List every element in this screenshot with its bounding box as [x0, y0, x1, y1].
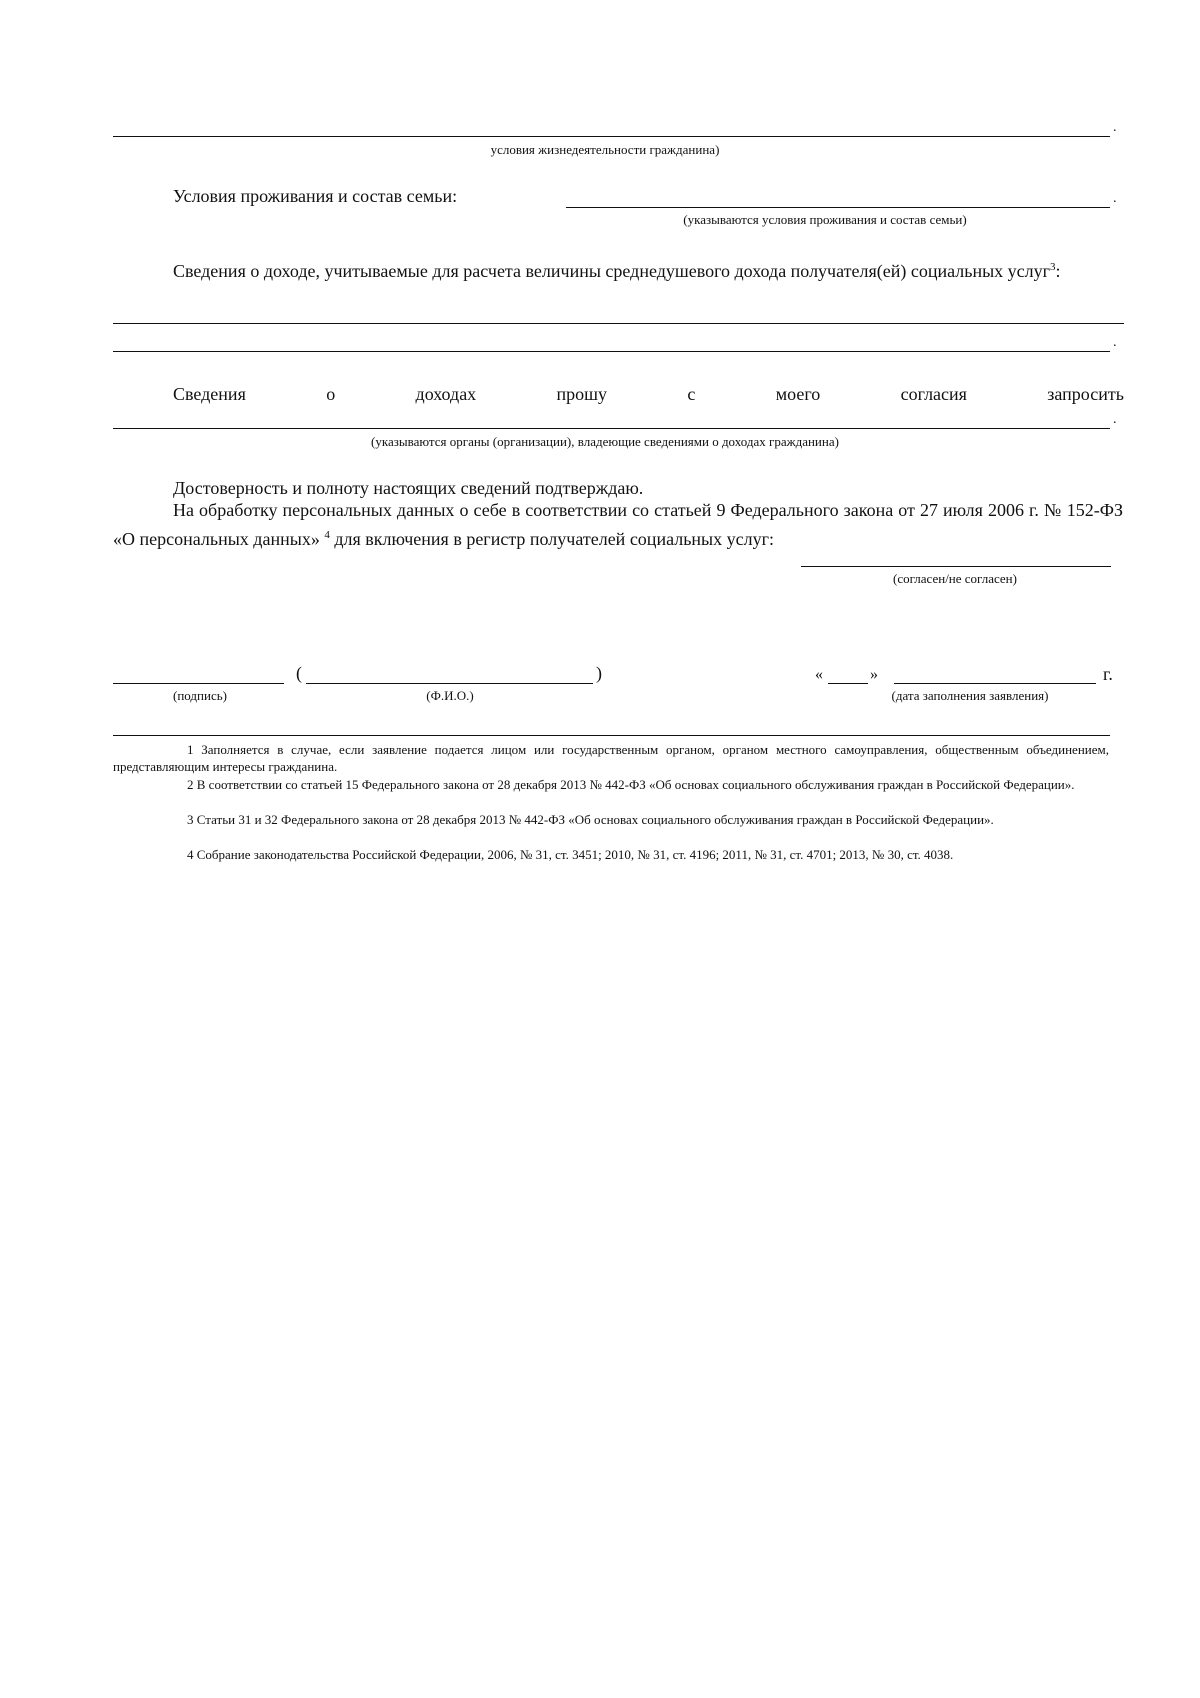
living-caption: (указываются условия проживания и состав семьи) — [683, 212, 967, 227]
income-field-line-1[interactable] — [113, 323, 1124, 324]
request-field-line[interactable] — [113, 428, 1110, 429]
living-field-line[interactable] — [566, 207, 1110, 208]
footnote-3: 3 Статьи 31 и 32 Федерального закона от 28 декабря 2013 № 442-ФЗ «Об основах социального обслуживания граждан в Российской Федерации». — [187, 812, 994, 827]
signature-field-line[interactable] — [113, 683, 284, 684]
income-text: Сведения о доходе, учитываемые для расчета величины среднедушевого дохода получателя(ей) социальных услуг — [173, 261, 1051, 281]
living-conditions-line[interactable] — [113, 136, 1110, 137]
consent-field-line[interactable] — [801, 566, 1111, 567]
fio-open-paren: ( — [296, 663, 302, 683]
consent-paragraph — [113, 498, 1123, 552]
request-caption: (указываются органы (организации), владеющие сведениями о доходах гражданина) — [371, 434, 839, 449]
date-month-line[interactable] — [894, 683, 1096, 684]
line-end-period: . — [1113, 335, 1117, 350]
footnote-4: 4 Собрание законодательства Российской Федерации, 2006, № 31, ст. 3451; 2010, № 31, ст. 4196; 2011, № 31, ст. 4701; 2013, № 30, ст. 4038. — [187, 847, 954, 862]
fio-field-line[interactable] — [306, 683, 593, 684]
line-end-period: . — [1113, 120, 1117, 135]
request-line — [173, 384, 1124, 405]
signature-caption: (подпись) — [173, 688, 227, 703]
income-paragraph — [113, 255, 1123, 283]
confirm-text: Достоверность и полноту настоящих сведений подтверждаю. — [173, 478, 644, 498]
request-word: согласия — [900, 384, 967, 404]
footnote-ref-3: 3 — [1050, 261, 1056, 273]
consent-text-2: для включения в регистр получателей социальных услуг: — [329, 529, 774, 549]
footnote-separator — [113, 735, 1110, 736]
date-caption: (дата заполнения заявления) — [891, 688, 1049, 703]
request-word: о — [326, 384, 336, 404]
footnote-ref-4: 4 — [324, 529, 330, 541]
request-word: прошу — [556, 384, 608, 404]
fio-caption: (Ф.И.О.) — [426, 688, 474, 703]
living-label: Условия проживания и состав семьи: — [173, 186, 458, 206]
request-word: запросить — [1047, 384, 1124, 404]
fio-close-paren: ) — [596, 663, 602, 683]
request-word: доходах — [415, 384, 477, 404]
consent-text-1: На обработку персональных данных о себе в соответствии со статьей 9 Федерального закона от 27 июля 2006 г. № 152-ФЗ «О персональных данных» — [113, 500, 1123, 549]
footnote-2: 2 В соответствии со статьей 15 Федерального закона от 28 декабря 2013 № 442-ФЗ «Об основах социального обслуживания граждан в Российской Федерации». — [187, 777, 1075, 792]
consent-caption: (согласен/не согласен) — [893, 571, 1017, 586]
line-end-period: . — [1113, 412, 1117, 427]
income-field-line-2[interactable] — [113, 351, 1110, 352]
request-word: моего — [775, 384, 821, 404]
date-quote-close: » — [870, 666, 878, 683]
request-word: Сведения — [173, 384, 246, 404]
income-colon: : — [1055, 261, 1061, 281]
footnote-1: 1 Заполняется в случае, если заявление подается лицом или государственным органом, органом местного самоуправления, общественным объединением, представляющим интересы гражданина. — [113, 742, 1109, 774]
living-conditions-caption: условия жизнедеятельности гражданина) — [490, 142, 720, 157]
request-word: с — [687, 384, 696, 404]
date-quote-open: « — [815, 666, 823, 683]
year-suffix: г. — [1103, 664, 1113, 684]
date-day-line[interactable] — [828, 683, 868, 684]
line-end-period: . — [1113, 191, 1117, 206]
